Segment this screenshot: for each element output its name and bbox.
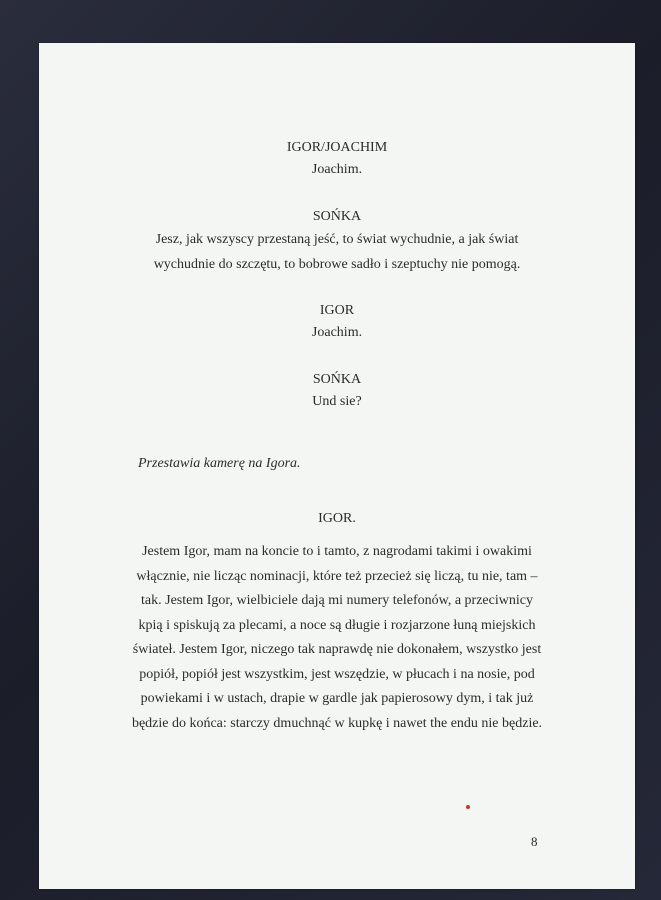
dialogue-line: Und sie? xyxy=(312,394,362,409)
speaker-name: IGOR/JOACHIM xyxy=(286,140,388,155)
monologue-text xyxy=(129,540,545,736)
monologue-line: będzie do końca: starczy dmuchnąć w kupkę i nawet the endu nie będzie. xyxy=(131,715,543,731)
dialogue-line: wychudnie do szczętu, to bobrowe sadło i szeptuchy nie pomogą. xyxy=(153,257,521,272)
monologue-line: kpią i spiskują za plecami, a noce są długie i rozjarzone łuną miejskich xyxy=(138,617,536,633)
ink-dot xyxy=(466,805,470,809)
script-page xyxy=(39,43,635,889)
monologue-line: Jestem Igor, mam na koncie to i tamto, z nagrodami takimi i owakimi xyxy=(142,544,532,559)
monologue-line: włącznie, nie licząc nominacji, które też przecież się liczą, tu nie, tam – xyxy=(136,568,538,584)
speaker-name: SOŃKA xyxy=(312,209,362,224)
speaker-name: IGOR xyxy=(319,303,355,318)
dialogue-block-igor-joachim xyxy=(39,138,635,182)
dialogue-line: Jesz, jak wszyscy przestaną jeść, to świat wychudnie, a jak świat xyxy=(155,232,519,247)
speaker-name: SOŃKA xyxy=(312,372,362,387)
monologue-line: świateł. Jestem Igor, niczego tak naprawdę nie dokonałem, wszystko jest xyxy=(132,642,542,657)
monologue-line: powiekami i w ustach, drapie w gardle jak papierosowy dym, i tak już xyxy=(140,691,534,706)
dialogue-block-sonka-1 xyxy=(39,207,635,277)
dialogue-block-igor xyxy=(39,301,635,345)
monologue-line: tak. Jestem Igor, wielbiciele dają mi numery telefonów, a przeciwnicy xyxy=(141,593,533,608)
dialogue-line: Joachim. xyxy=(311,325,363,340)
monologue-line: popiół, popiół jest wszystkim, jest wszędzie, w płucach i na nosie, pod xyxy=(139,666,535,682)
stage-direction: Przestawia kamerę na Igora. xyxy=(138,456,301,471)
monologue-speaker: IGOR. xyxy=(318,511,356,526)
dialogue-line: Joachim. xyxy=(311,162,363,177)
page-number: 8 xyxy=(531,834,538,849)
dialogue-block-sonka-2 xyxy=(39,370,635,414)
